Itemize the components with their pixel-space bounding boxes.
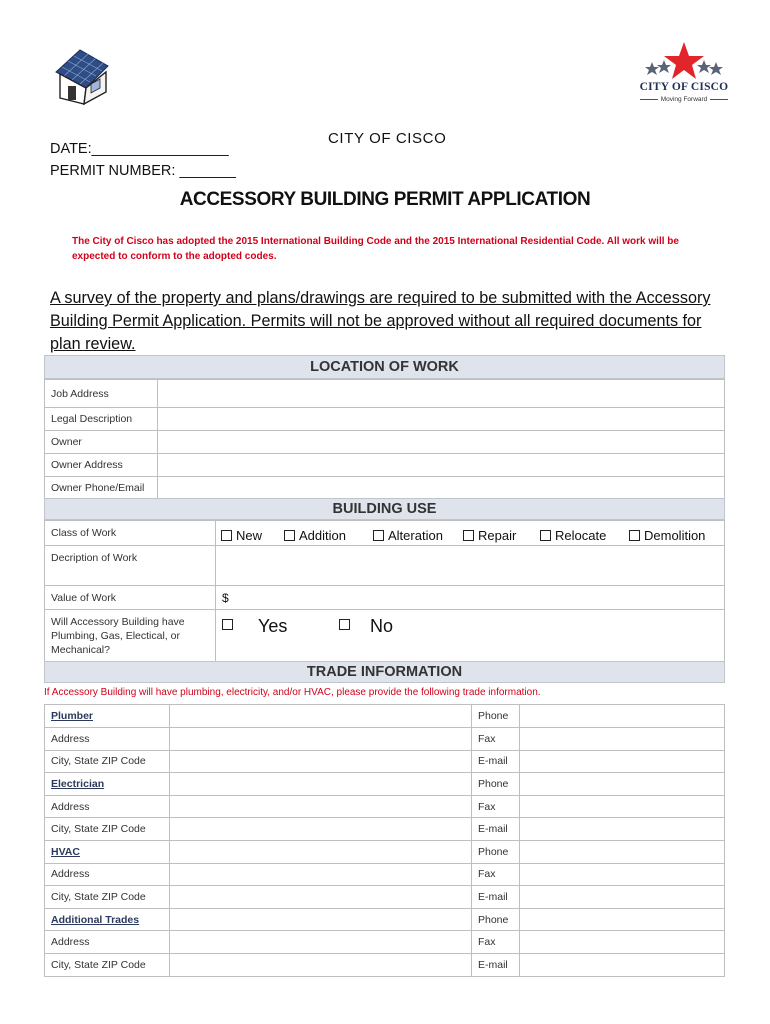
additional-trades-email-label: E-mail [472,953,520,976]
option-alteration[interactable]: Alteration [373,528,443,543]
trade-information-heading: TRADE INFORMATION [44,661,725,683]
plumber-email-input[interactable] [520,750,725,773]
option-no[interactable]: No [339,616,393,637]
checkbox-icon [373,530,384,541]
option-addition[interactable]: Addition [284,528,346,543]
star-icon [632,40,736,82]
electrician-fax-input[interactable] [520,795,725,818]
class-of-work-label: Class of Work [45,521,216,546]
option-relocate[interactable]: Relocate [540,528,606,543]
checkbox-icon [629,530,640,541]
additional-trades-email-input[interactable] [520,953,725,976]
location-table [44,379,725,500]
checkbox-icon [540,530,551,541]
additional-trades-input[interactable] [170,908,472,931]
hvac-address-input[interactable] [170,863,472,886]
plumber-fax-label: Fax [472,728,520,751]
trade-row [45,818,725,841]
description-of-work-label: Decription of Work [45,546,216,586]
trade-table [44,704,725,977]
electrician-email-label: E-mail [472,818,520,841]
electrician-city-state-zip-label: City, State ZIP Code [45,818,170,841]
checkbox-icon [284,530,295,541]
code-notice: The City of Cisco has adopted the 2015 International Building Code and the 2015 International Residential Code. All work will be expected to conform to the adopted codes. [72,236,679,262]
value-of-work-label: Value of Work [45,586,216,610]
additional-trades-city-state-zip-input[interactable] [170,953,472,976]
building-use-heading: BUILDING USE [44,498,725,520]
electrician-city-state-zip-input[interactable] [170,818,472,841]
electrician-email-input[interactable] [520,818,725,841]
job-address-label: Job Address [45,380,158,408]
checkbox-icon [339,619,350,630]
option-demolition[interactable]: Demolition [629,528,705,543]
trade-row [45,728,725,751]
value-of-work-input[interactable]: $ [216,586,725,610]
trade-row [45,908,725,931]
survey-requirement: A survey of the property and plans/drawings are required to be submitted with the Accessory Building Permit Application. Permits will not be approved without all required documents for plan review. [50,289,711,353]
electrician-label: Electrician [45,773,170,796]
plumber-address-input[interactable] [170,728,472,751]
electrician-address-label: Address [45,795,170,818]
additional-trades-label: Additional Trades [45,908,170,931]
checkbox-icon [463,530,474,541]
legal-description-label: Legal Description [45,408,158,431]
owner-label: Owner [45,431,158,454]
city-of-cisco-logo [632,40,736,116]
trade-row [45,795,725,818]
option-repair[interactable]: Repair [463,528,516,543]
electrician-input[interactable] [170,773,472,796]
plumber-fax-input[interactable] [520,728,725,751]
electrician-address-input[interactable] [170,795,472,818]
owner-input[interactable] [158,431,725,454]
trade-row [45,773,725,796]
date-field: DATE:_________________ [50,141,229,157]
option-yes[interactable]: Yes [222,616,287,637]
page-title: ACCESSORY BUILDING PERMIT APPLICATION [179,189,591,210]
hvac-input[interactable] [170,840,472,863]
additional-trades-city-state-zip-label: City, State ZIP Code [45,953,170,976]
checkbox-icon [221,530,232,541]
plumber-label: Plumber [45,705,170,728]
hvac-city-state-zip-input[interactable] [170,886,472,909]
logo-tagline: Moving Forward [660,96,708,103]
plumbing-question-label: Will Accessory Building have Plumbing, Gas, Electical, or Mechanical? [45,610,216,662]
trade-note: If Accessory Building will have plumbing, electricity, and/or HVAC, please provide the following trade information. [44,687,541,698]
hvac-email-input[interactable] [520,886,725,909]
owner-address-input[interactable] [158,454,725,477]
additional-trades-address-label: Address [45,931,170,954]
trade-row [45,840,725,863]
plumber-city-state-zip-label: City, State ZIP Code [45,750,170,773]
trade-row [45,705,725,728]
description-of-work-input[interactable] [216,546,725,586]
plumber-input[interactable] [170,705,472,728]
additional-trades-fax-label: Fax [472,931,520,954]
plumber-address-label: Address [45,728,170,751]
hvac-fax-input[interactable] [520,863,725,886]
option-new[interactable]: New [221,528,262,543]
additional-trades-fax-input[interactable] [520,931,725,954]
hvac-email-label: E-mail [472,886,520,909]
trade-row [45,953,725,976]
electrician-phone-input[interactable] [520,773,725,796]
house-logo [50,44,114,106]
plumber-phone-label: Phone [472,705,520,728]
job-address-input[interactable] [158,380,725,408]
owner-address-label: Owner Address [45,454,158,477]
additional-trades-phone-label: Phone [472,908,520,931]
city-heading: CITY OF CISCO [328,130,447,147]
plumber-phone-input[interactable] [520,705,725,728]
electrician-phone-label: Phone [472,773,520,796]
owner-phone-email-input[interactable] [158,477,725,500]
additional-trades-address-input[interactable] [170,931,472,954]
trade-row [45,886,725,909]
hvac-phone-label: Phone [472,840,520,863]
class-of-work-options [216,521,725,546]
building-use-table [44,520,725,662]
hvac-phone-input[interactable] [520,840,725,863]
plumbing-answer [216,610,725,662]
plumber-email-label: E-mail [472,750,520,773]
trade-row [45,931,725,954]
hvac-fax-label: Fax [472,863,520,886]
logo-city-name: CITY OF CISCO [639,81,729,93]
legal-description-input[interactable] [158,408,725,431]
hvac-city-state-zip-label: City, State ZIP Code [45,886,170,909]
additional-trades-phone-input[interactable] [520,908,725,931]
hvac-address-label: Address [45,863,170,886]
permit-number-field: PERMIT NUMBER: _______ [50,163,236,179]
trade-row [45,750,725,773]
checkbox-icon [222,619,233,630]
owner-phone-email-label: Owner Phone/Email [45,477,158,500]
hvac-label: HVAC [45,840,170,863]
trade-row [45,863,725,886]
electrician-fax-label: Fax [472,795,520,818]
location-heading: LOCATION OF WORK [44,355,725,379]
plumber-city-state-zip-input[interactable] [170,750,472,773]
